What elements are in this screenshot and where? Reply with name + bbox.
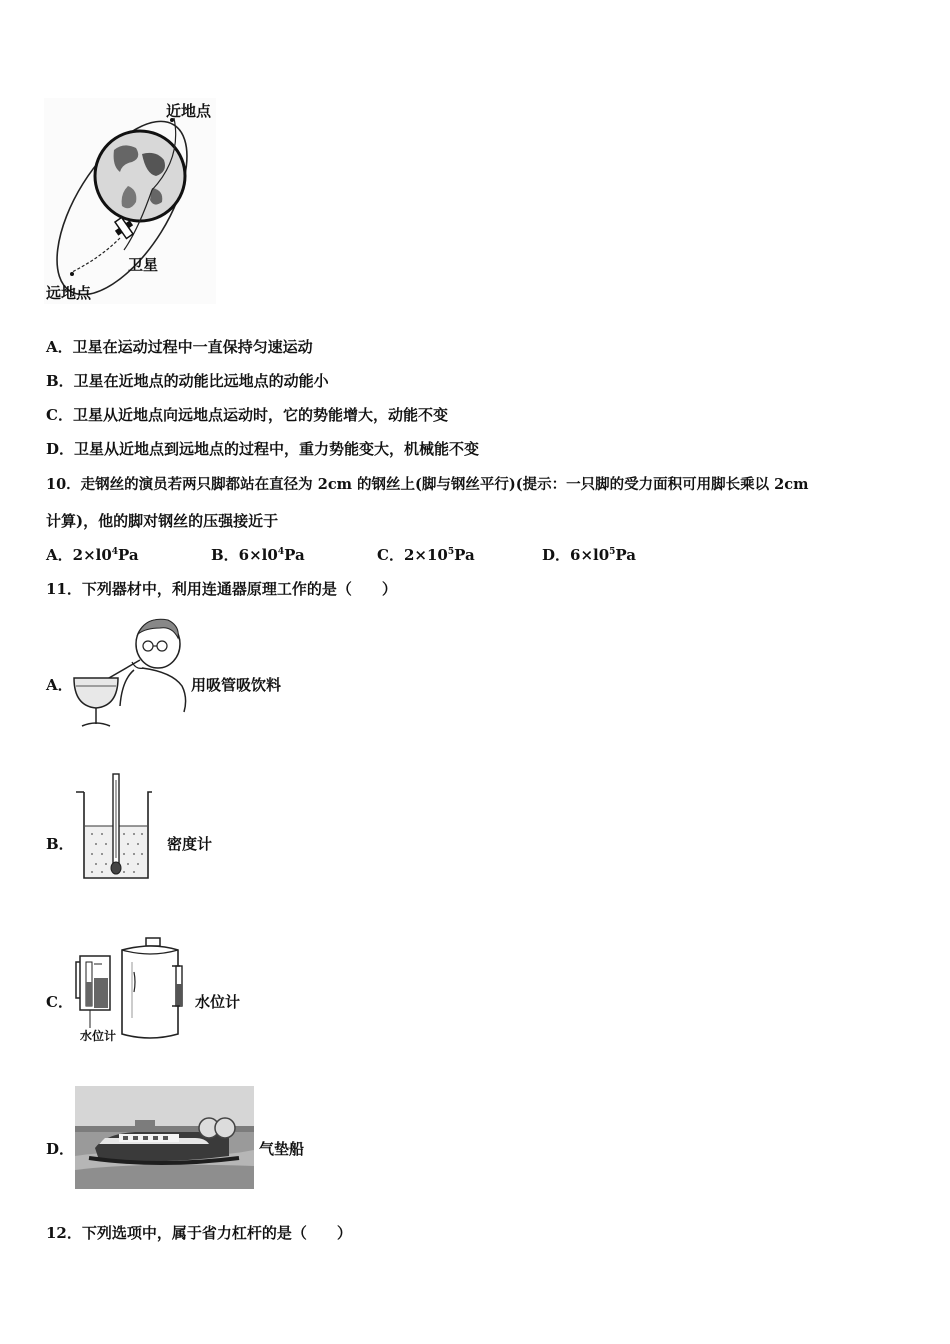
q11-option-a-letter: A．: [46, 676, 73, 694]
straw-drinking-figure: [72, 616, 188, 730]
hydrometer-figure: [72, 770, 156, 882]
q10-stem-line1: 10．走钢丝的演员若两只脚都站在直径为 2cm 的钢丝上(脚与钢丝平行)(提示：一只脚的受力面积可用脚长乘以 2cm: [46, 476, 809, 493]
q11-option-b-text: 密度计: [167, 835, 213, 853]
satellite-label: 卫星: [128, 256, 159, 274]
q11-option-d-letter: D．: [46, 1140, 75, 1158]
water-level-gauge-figure: [72, 936, 192, 1044]
q11-option-d-text: 气垫船: [259, 1140, 305, 1158]
q12-stem: 12．下列选项中，属于省力杠杆的是（ ）: [46, 1224, 352, 1242]
satellite-orbit-figure: [44, 98, 216, 304]
q11-option-c-text: 水位计: [195, 993, 241, 1011]
q9-option-b: B．卫星在近地点的动能比远地点的动能小: [46, 372, 329, 390]
q11-option-a-text: 用吸管吸饮料: [191, 676, 282, 694]
q11-stem: 11．下列器材中，利用连通器原理工作的是（ ）: [46, 580, 397, 598]
q10-option-a: A．$2\times l0^4Pa$: [46, 546, 139, 564]
q9-option-d: D．卫星从近地点到远地点的过程中，重力势能变大，机械能不变: [46, 440, 480, 458]
q11-option-b-letter: B．: [46, 835, 74, 853]
q10-stem-line2: 计算)，他的脚对钢丝的压强接近于: [46, 512, 279, 530]
q10-option-b: B．$6\times l0^4Pa$: [211, 546, 305, 564]
perigee-label: 近地点: [166, 102, 212, 120]
apogee-label: 远地点: [46, 284, 92, 302]
q10-option-d: D．$6\times l0^5Pa$: [542, 546, 637, 564]
q11-option-c-letter: C．: [46, 993, 73, 1011]
q9-option-a: A．卫星在运动过程中一直保持匀速运动: [46, 338, 313, 356]
q10-option-c: C．$2\times 10^5Pa$: [377, 546, 475, 564]
q9-option-c: C．卫星从近地点向远地点运动时，它的势能增大，动能不变: [46, 406, 448, 424]
hovercraft-photo: [75, 1086, 254, 1189]
water-level-gauge-inner-label: 水位计: [80, 1029, 117, 1043]
